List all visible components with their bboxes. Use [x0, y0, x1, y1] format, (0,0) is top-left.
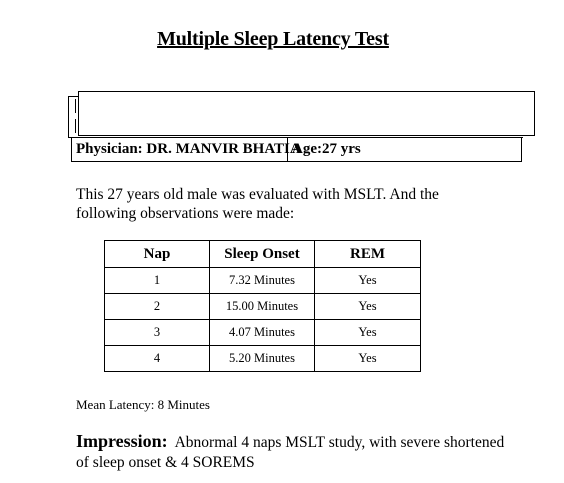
nap-number: 3	[105, 320, 210, 346]
sleep-onset-value: 4.07 Minutes	[210, 320, 315, 346]
rem-value: Yes	[315, 346, 421, 372]
physician-cell: Physician: DR. MANVIR BHATIA	[72, 138, 288, 161]
table-border-fragment	[75, 119, 76, 133]
nap-number: 2	[105, 294, 210, 320]
header-nap: Nap	[105, 241, 210, 268]
table-row	[105, 320, 421, 346]
rem-value: Yes	[315, 268, 421, 294]
mean-latency: Mean Latency: 8 Minutes	[76, 397, 210, 412]
table-row	[105, 268, 421, 294]
age-cell: Age:27 yrs	[292, 141, 361, 157]
redaction-box	[78, 91, 535, 136]
intro-paragraph: This 27 years old male was evaluated with MSLT. And the following observations were made:	[76, 186, 439, 222]
table-header-row	[105, 241, 421, 268]
nap-results-table	[104, 240, 421, 372]
sleep-onset-value: 15.00 Minutes	[210, 294, 315, 320]
nap-number: 1	[105, 268, 210, 294]
rem-value: Yes	[315, 294, 421, 320]
sleep-onset-value: 7.32 Minutes	[210, 268, 315, 294]
header-sleep-onset: Sleep Onset	[210, 241, 315, 268]
impression-label: Impression:	[76, 431, 168, 451]
table-border-fragment	[75, 99, 76, 113]
nap-number: 4	[105, 346, 210, 372]
sleep-onset-value: 5.20 Minutes	[210, 346, 315, 372]
patient-info-table	[71, 137, 522, 162]
impression-text: Abnormal 4 naps MSLT study, with severe shortened of sleep onset & 4 SOREMS	[76, 434, 505, 471]
table-row	[105, 346, 421, 372]
table-row	[105, 294, 421, 320]
page-title: Multiple Sleep Latency Test	[157, 28, 389, 50]
rem-value: Yes	[315, 320, 421, 346]
impression-paragraph	[76, 431, 506, 473]
header-rem: REM	[315, 241, 421, 268]
